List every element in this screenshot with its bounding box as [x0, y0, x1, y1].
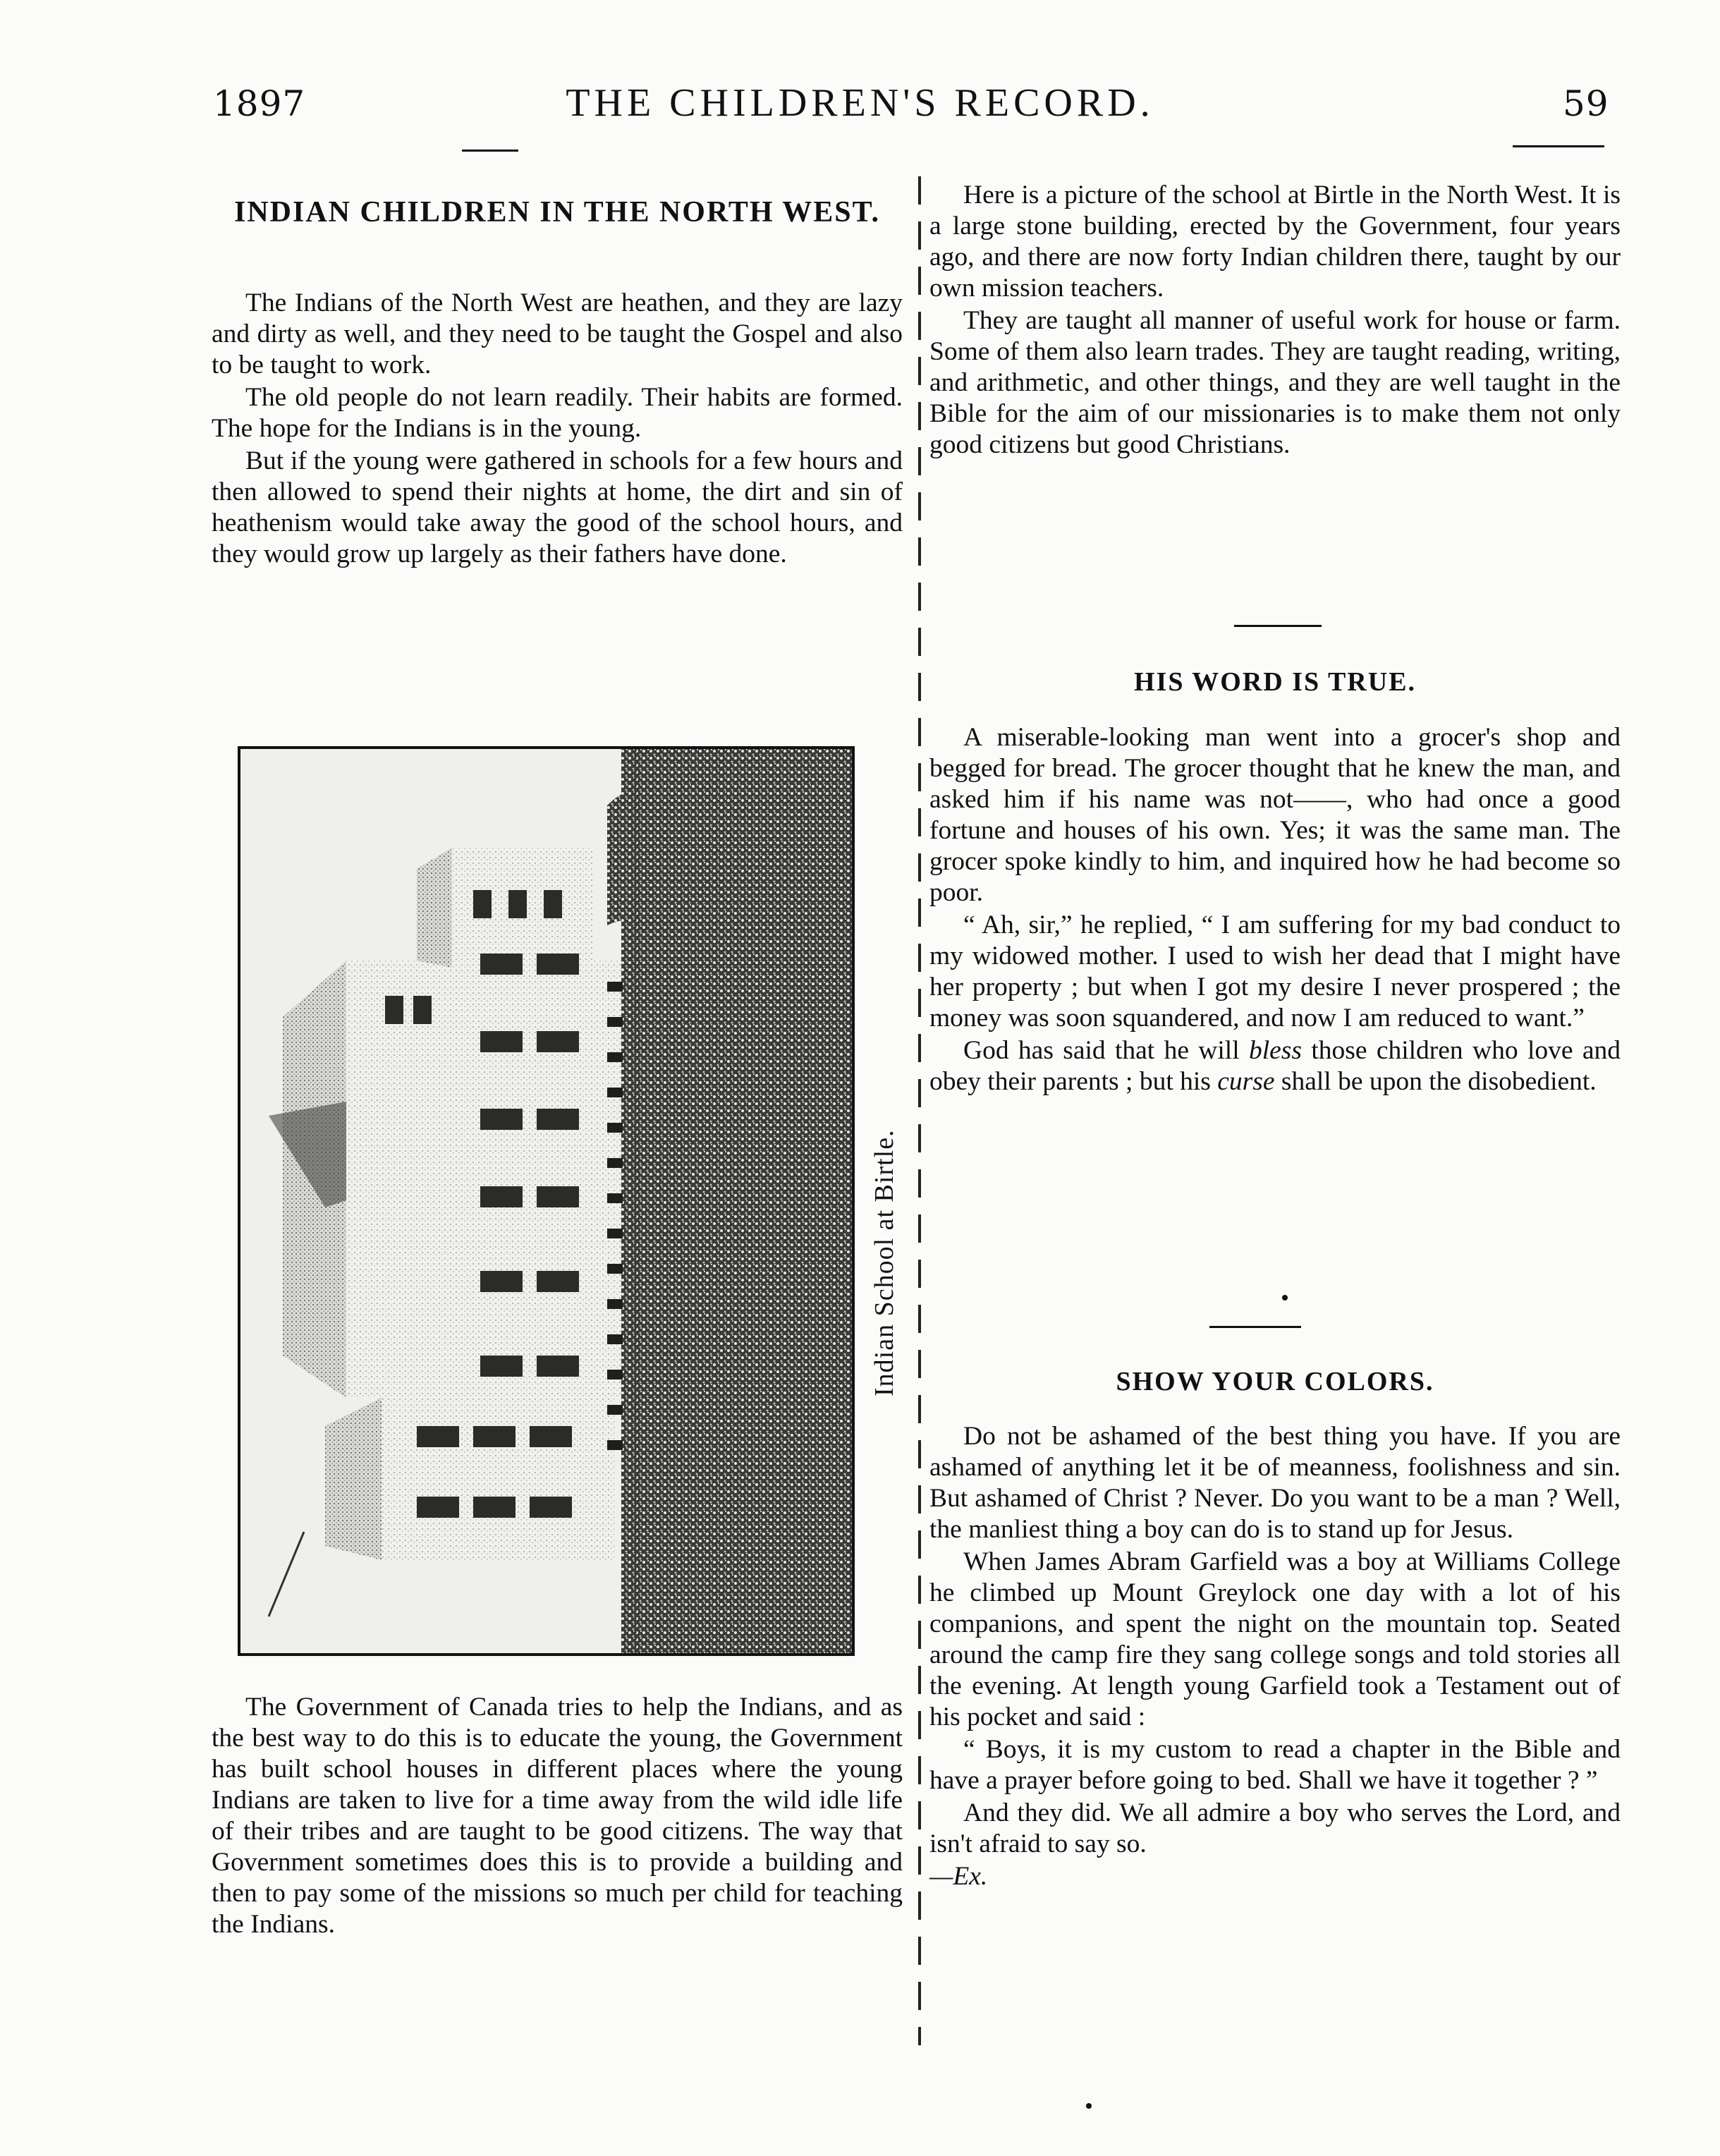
- article1-paragraph: But if the young were gathered in schools for a few hours and then allowed to spend their nights at home, the dirt and sin of heathenism would take away the good of the school hours, and they would grow up largely as their fathers have done.: [212, 446, 903, 568]
- article-title-his-word-is-true: HIS WORD IS TRUE.: [1133, 667, 1417, 697]
- emphasis-bless: bless: [1248, 1036, 1302, 1065]
- article1-continuation: The Government of Canada tries to help the Indians, and as the best way to do this is to educate the young, the Government has built school houses in different places where the young Indians are taken to live for a time away from the wild idle life of their tribes and are taught to be good citizens. The way that Government sometimes does this is to provide a building and then to pay some of the missions so much per child for teaching the Indians.: [212, 1693, 903, 1939]
- article3-paragraph: “ Boys, it is my custom to read a chapter in the Bible and have a prayer before going to bed. Shall we have it together ? ”: [929, 1735, 1621, 1795]
- article3-paragraph: And they did. We all admire a boy who serves the Lord, and isn't afraid to say so.: [929, 1798, 1621, 1858]
- header-rule-left: [462, 150, 518, 152]
- school-photograph: [238, 746, 855, 1656]
- left-column-bottom: [212, 1692, 903, 1942]
- header-rule-right: [1513, 145, 1604, 147]
- article1-right-paragraph: Here is a picture of the school at Birtle in the North West. It is a large stone building, erected by the Government, four years ago, and there are now forty Indian children there, taught by our own mission teachers.: [929, 181, 1621, 303]
- article1-paragraph: The Indians of the North West are heathen, and they are lazy and dirty as well, and they need to be taught the Gospel and also to be taught to work.: [212, 288, 903, 379]
- section-divider: [1209, 1326, 1301, 1328]
- picture-caption: Indian School at Birtle.: [870, 1129, 899, 1396]
- article1-paragraph: The old people do not learn readily. Their habits are formed. The hope for the Indians is in the young.: [212, 383, 903, 443]
- closing-text: God has said that he will: [963, 1036, 1249, 1065]
- article3-signature: —Ex.: [929, 1862, 988, 1891]
- article-title-indian-children: INDIAN CHILDREN IN THE NORTH WEST.: [233, 196, 881, 229]
- header-page-number: 59: [1563, 83, 1609, 124]
- section-divider: [1234, 625, 1322, 627]
- column-separator: [918, 176, 921, 2045]
- article1-right-paragraph: They are taught all manner of useful work for house or farm. Some of them also learn trades. They are taught reading, writing, and arithmetic, and other things, and they are well taught in the Bible for the aim of our missionaries is to make them not only good citizens but good Christians.: [929, 306, 1621, 459]
- article-title-show-your-colors: SHOW YOUR COLORS.: [1116, 1367, 1434, 1396]
- article2-body: [929, 722, 1621, 1099]
- article2-paragraph: A miserable-looking man went into a grocer's shop and begged for bread. The grocer thought that he knew the man, and asked him if his name was not——, who had once a good fortune and houses of his own. Yes; it was the same man. The grocer spoke kindly to him, and inquired how he had become so poor.: [929, 723, 1621, 907]
- article3-body: [929, 1421, 1621, 1894]
- right-column-top: [929, 180, 1621, 462]
- school-building-illustration: [240, 749, 852, 1653]
- header-title: THE CHILDREN'S RECORD.: [566, 81, 1154, 125]
- article3-paragraph: Do not be ashamed of the best thing you have. If you are ashamed of anything let it be of meanness, foolishness and sin. But ashamed of Christ ? Never. Do you want to be a man ? Well, the manliest thing a boy can do is to stand up for Jesus.: [929, 1422, 1621, 1544]
- left-column-top: [212, 288, 903, 571]
- header-year: 1897: [213, 83, 306, 124]
- emphasis-curse: curse: [1217, 1067, 1275, 1096]
- article2-paragraph: “ Ah, sir,” he replied, “ I am suffering for my bad conduct to my widowed mother. I used to wish her dead that I might have her property ; but when I got my desire I never prospered ; the money was soon squandered, and now I am reduced to want.”: [929, 910, 1621, 1033]
- closing-text: those children who love and obey their parents ; but his: [929, 1036, 1621, 1096]
- article3-paragraph: When James Abram Garfield was a boy at Williams College he climbed up Mount Greylock one day with a lot of his companions, and spent the night on the mountain top. Seated around the camp fire they sang college songs and told stories all the evening. At length young Garfield took a Testament out of his pocket and said :: [929, 1547, 1621, 1731]
- closing-text: shall be upon the disobedient.: [1274, 1067, 1597, 1096]
- article2-closing: [929, 1035, 1621, 1097]
- ornament-dot: [1086, 2103, 1092, 2109]
- ornament-dot: [1282, 1295, 1288, 1301]
